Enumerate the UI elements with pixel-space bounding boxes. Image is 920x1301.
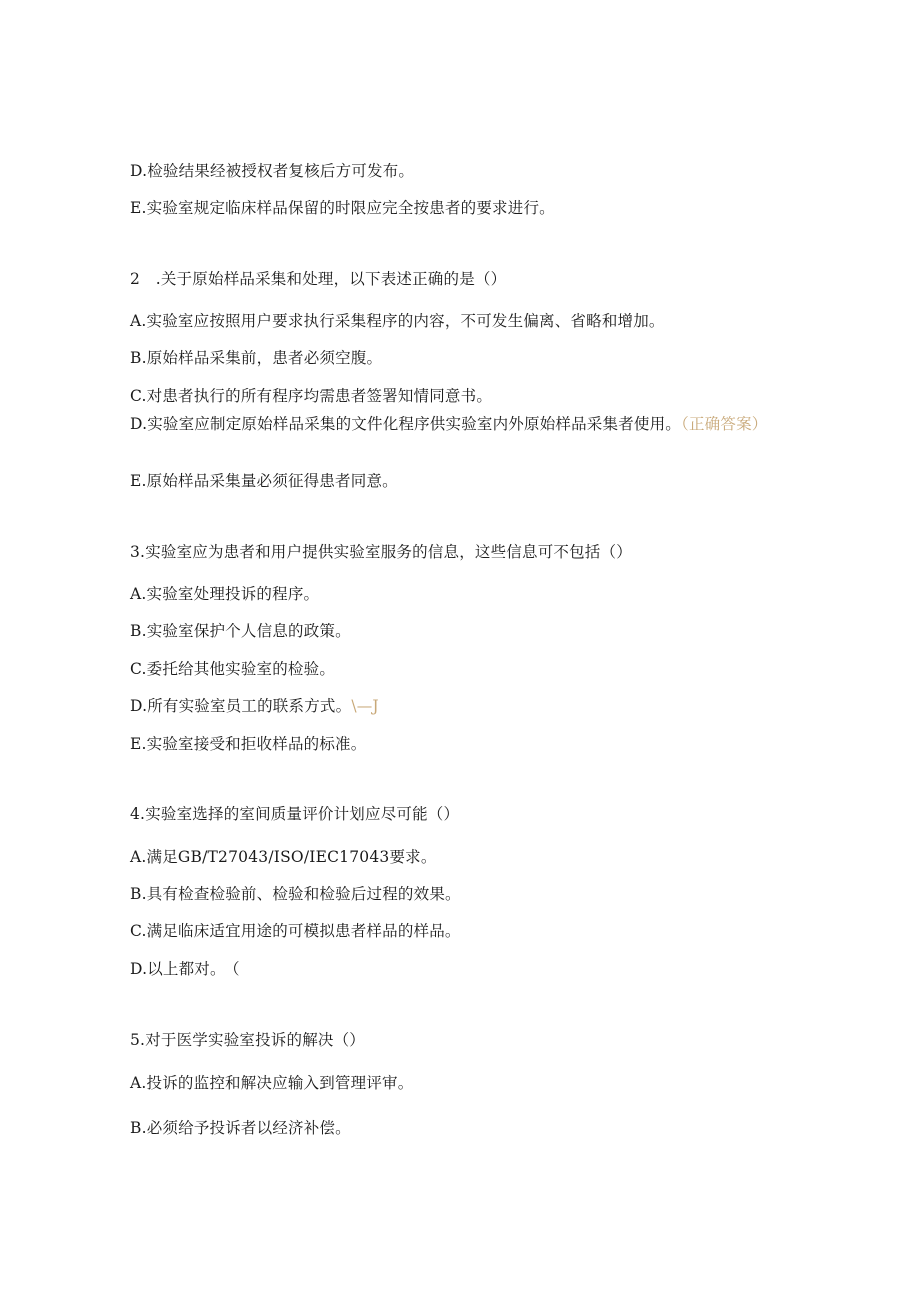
q2-option-e: E.原始样品采集量必须征得患者同意。 <box>130 472 398 490</box>
q3-option-d-text: D.所有实验室员工的联系方式。 <box>130 697 352 715</box>
q3-option-c: C.委托给其他实验室的检验。 <box>130 660 336 678</box>
q2-option-a: A.实验室应按照用户要求执行采集程序的内容，不可发生偏离、省略和增加。 <box>130 312 665 330</box>
q3-option-d <box>130 695 379 717</box>
q2-option-c: C.对患者执行的所有程序均需患者签署知情同意书。 <box>130 387 493 405</box>
q2-stem: 2 .关于原始样品采集和处理，以下表述正确的是（） <box>130 270 507 288</box>
q2-option-d <box>130 413 790 435</box>
q3-answer-mark: \—J <box>351 697 379 715</box>
q1-option-d: D.检验结果经被授权者复核后方可发布。 <box>130 162 415 180</box>
q4-option-c: C.满足临床适宜用途的可模拟患者样品的样品。 <box>130 922 461 940</box>
q5-option-a: A.投诉的监控和解决应输入到管理评审。 <box>130 1074 414 1092</box>
q3-stem: 3.实验室应为患者和用户提供实验室服务的信息，这些信息可不包括（） <box>130 543 632 561</box>
q4-option-d <box>130 958 240 980</box>
q4-answer-mark: （ <box>231 960 240 978</box>
q2-option-b: B.原始样品采集前，患者必须空腹。 <box>130 349 383 367</box>
q2-option-d-text: D.实验室应制定原始样品采集的文件化程序供实验室内外原始样品采集者使用。 <box>130 415 682 433</box>
q4-option-d-text: D.以上都对。 <box>130 960 226 978</box>
q3-option-a: A.实验室处理投诉的程序。 <box>130 585 320 603</box>
q1-option-e: E.实验室规定临床样品保留的时限应完全按患者的要求进行。 <box>130 199 555 217</box>
q4-stem: 4.实验室选择的室间质量评价计划应尽可能（） <box>130 805 460 823</box>
q3-option-e: E.实验室接受和拒收样品的标准。 <box>130 735 367 753</box>
q5-stem: 5.对于医学实验室投诉的解决（） <box>130 1031 365 1049</box>
q4-option-b: B.具有检查检验前、检验和检验后过程的效果。 <box>130 885 461 903</box>
q4-option-a: A.满足GB/T27043/ISO/IEC17043要求。 <box>130 848 437 866</box>
q2-correct-answer-mark: （正确答案） <box>681 415 768 433</box>
q3-option-b: B.实验室保护个人信息的政策。 <box>130 622 351 640</box>
q5-option-b: B.必须给予投诉者以经济补偿。 <box>130 1119 351 1137</box>
